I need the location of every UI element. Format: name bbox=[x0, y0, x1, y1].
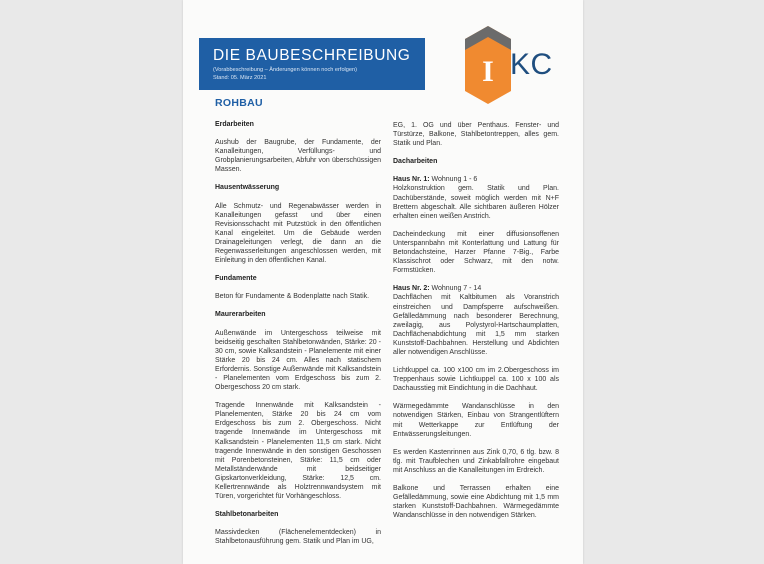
document-title: DIE BAUBESCHREIBUNG bbox=[213, 47, 411, 64]
text-stahlbeton-continued: EG, 1. OG und über Penthaus. Fenster- und Türstürze, Balkone, Stahlbetontreppen, alles gem. Statik und Plan. bbox=[393, 122, 559, 148]
stand-date: Stand: 05. März 2021 bbox=[213, 74, 267, 81]
heading-hausentwaesserung: Hausentwässerung bbox=[215, 184, 280, 192]
haus-1-label: Haus Nr. 1: bbox=[393, 176, 430, 184]
text-maurerarbeiten-1: Außenwände im Untergeschoss teilweise mit beidseitig geschalten Stahlbetonwänden, Stärke: 20 - 30 cm, sowie Kalksandstein - Planelemente mit einer Stärke 20 bis 24 cm. Alles nach statischem Erfordernis. Sonstige Außenwände mit Kalksandstein - Planelementen vom Erdgeschoss bis zum 2. Obergeschoss 20 cm stark. bbox=[215, 329, 381, 392]
title-banner bbox=[199, 38, 425, 90]
text-haus-2-e: Balkone und Terrassen erhalten eine Gefälledämmung, sowie eine Abdichtung mit 1,5 mm starken Kunststoff-Dachbahnen. Wärmegedämmte Wandanschlüsse in den notwendigen Stärken. bbox=[393, 485, 559, 520]
heading-maurerarbeiten: Maurerarbeiten bbox=[215, 311, 266, 319]
section-title: ROHBAU bbox=[215, 97, 263, 109]
text-hausentwaesserung: Alle Schmutz- und Regenabwässer werden in Kanalleitungen gefasst und über einen Revisionsschacht mit Putzstück in den öffentlichen Kanal eingeleitet. Um die Gebäude werden Drainageleitungen verlegt, die dann an die Regenwasserleitungen angeschlossen werden, mit Einleitung in den öffentlichen Kanal. bbox=[215, 202, 381, 265]
subheading-haus-2 bbox=[393, 284, 559, 293]
heading-erdarbeiten: Erdarbeiten bbox=[215, 121, 254, 128]
subtitle-note: (Vorabbeschreibung – Änderungen können noch erfolgen) bbox=[213, 67, 357, 73]
logo-letter: I bbox=[482, 55, 494, 88]
logo-text: KC bbox=[510, 48, 553, 81]
document-page bbox=[183, 0, 583, 564]
text-erdarbeiten: Aushub der Baugrube, der Fundamente, der Kanalleitungen, Verfüllungs- und Grobplanierungsarbeiten, Abfuhr von überschüssigen Massen. bbox=[215, 139, 381, 174]
text-haus-1-b: Dacheindeckung mit einer diffusionsoffenen Unterspannbahn mit Konterlattung und Lattung für Betondachsteine, Harzer Pfanne 7-Big., Farbe Klassischrot oder Schwarz, mit den notw. Formstücken. bbox=[393, 230, 559, 275]
document-subtitle bbox=[213, 67, 357, 82]
heading-dacharbeiten: Dacharbeiten bbox=[393, 158, 438, 166]
text-haus-2-a: Dachflächen mit Kaltbitumen als Voranstrich einstreichen und Dampfsperre aufschweißen. Gefälledämmung nach besonderer Berechnung, zweilagig, aus Polystyrol-Hartschaumplatten, Dachflächenabdichtung mit 1,5 mm starken Kunststoff-Dachbahnen. Herstellung und Abdichten aller notwendigen Anschlüsse. bbox=[393, 294, 559, 356]
haus-1-units: Wohnung 1 - 6 bbox=[429, 176, 478, 184]
subheading-haus-1 bbox=[393, 175, 559, 184]
ikc-logo bbox=[463, 26, 563, 104]
haus-2-units: Wohnung 7 - 14 bbox=[429, 285, 482, 293]
text-haus-1-a: Holzkonstruktion gem. Statik und Plan. Dachüberstände, soweit möglich werden mit N+F Brettern abgeschalt. Alle sichtbaren äußeren Hölzer erhalten einen weißen Anstrich. bbox=[393, 185, 559, 220]
text-haus-2-c: Wärmegedämmte Wandanschlüsse in den notwendigen Stärken, Einbau von Strangentlüftern mit Wetterkappe zur Entlüftung der Entwässerungsleitungen. bbox=[393, 403, 559, 438]
text-haus-2-b: Lichtkuppel ca. 100 x100 cm im 2.Obergeschoss im Treppenhaus sowie Lichtkuppel ca. 100 x 100 als Dachausstieg mit Eindichtung in die Dachhaut. bbox=[393, 367, 559, 393]
heading-stahlbetonarbeiten: Stahlbetonarbeiten bbox=[215, 511, 279, 519]
text-stahlbetonarbeiten: Massivdecken (Flächenelementdecken) in Stahlbetonausführung gem. Statik und Plan im UG, bbox=[215, 529, 381, 546]
text-fundamente: Beton für Fundamente & Bodenplatte nach Statik. bbox=[215, 293, 370, 301]
left-column bbox=[215, 120, 381, 555]
haus-2-label: Haus Nr. 2: bbox=[393, 285, 430, 293]
heading-fundamente: Fundamente bbox=[215, 275, 257, 283]
text-haus-2-d: Es werden Kastenrinnen aus Zink 0,70, 6 tlg. bzw. 8 tlg. mit Traufblechen und Zinkabfallrohre eingebaut mit Anschluss an die Kanalleitungen im Erdreich. bbox=[393, 448, 559, 474]
text-maurerarbeiten-2: Tragende Innenwände mit Kalksandstein - Planelementen, Stärke 20 bis 24 cm vom Erdgeschoss bis zum 2. Obergeschoss. Nicht tragende Innenwände im Untergeschoss mit Kalksandstein - Planelementen 11,5 cm stark. Nicht tragende Innenwände in den sonstigen Geschossen mit Porenbetonsteinen, Stärke: 11,5 cm oder Metallständerwände mit beidseitiger Gipskartonverkleidung, Stärke: 12,5 cm. Kellertrennwände als Holztrennwandsystem mit Türen, vorgerichtet für Vorhängeschloss. bbox=[215, 402, 381, 501]
right-column bbox=[393, 121, 559, 529]
hexagon-logo-icon bbox=[463, 26, 513, 104]
